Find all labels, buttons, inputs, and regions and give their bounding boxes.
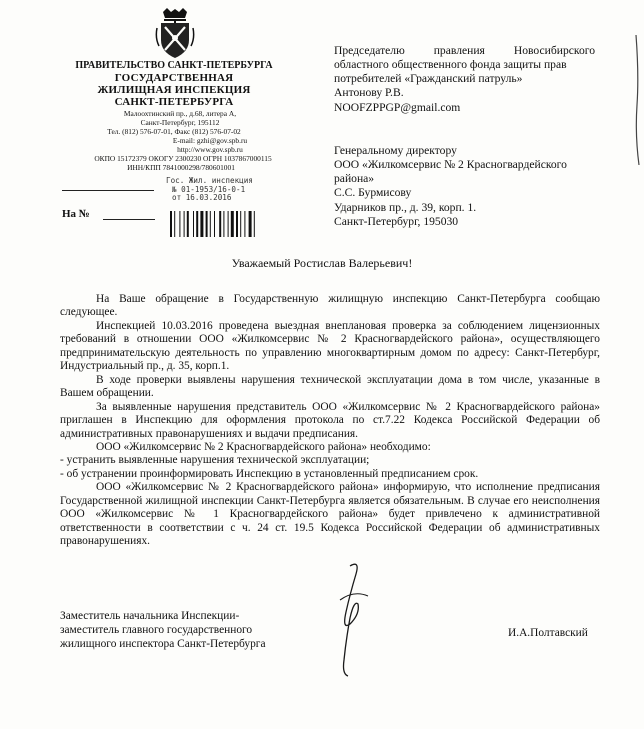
org-name-line2: ЖИЛИЩНАЯ ИНСПЕКЦИЯ [97, 84, 251, 96]
sender-website: http://www.gov.spb.ru [177, 145, 243, 154]
body-paragraph-2: Инспекцией 10.03.2016 проведена выездная внеплановая проверка за соблюдением лицензионных требований в отношении ООО «Жилкомсервис № 2 Красногвардейского района», осуществляющего предпринимательскую деятельность по управлению многоквартирным домом по адресу: Санкт-Петербург, Индустриальный пр., д. 35, корп.1. [60, 319, 600, 373]
body-paragraph-3: В ходе проверки выявлены нарушения технической эксплуатации дома в том числе, указанные в Вашем обращении. [60, 373, 600, 400]
addressee1-line1: Председателю правления Новосибирского [334, 44, 596, 57]
body-list-item-1: - устранить выявленные нарушения технической эксплуатации; [60, 454, 370, 467]
signature-title-line3: жилищного инспектора Санкт-Петербурга [60, 638, 266, 651]
scan-edge-mark [630, 35, 644, 165]
sender-phone: Тел. (812) 576-07-01, Факс (812) 576-07-02 [107, 127, 241, 136]
signature-title-line1: Заместитель начальника Инспекции- [60, 610, 240, 622]
addressee-company [334, 144, 624, 229]
letter-body [60, 293, 600, 549]
addressee2-line2: ООО «Жилкомсервис № 2 Красногвардейского [334, 158, 567, 172]
salutation: Уважаемый Ростислав Валерьевич! [231, 256, 413, 270]
signatory-name: И.А.Полтавский [508, 627, 588, 639]
gov-title: ПРАВИТЕЛЬСТВО САНКТ-ПЕТЕРБУРГА [75, 60, 273, 71]
addressee2-line5: Ударников пр., д. 39, корп. 1. [334, 200, 477, 214]
body-paragraph-1: На Ваше обращение в Государственную жилищную инспекцию Санкт-Петербурга сообщаю следующее. [60, 293, 600, 319]
addressee2-line3: района» [334, 172, 375, 186]
sender-email: E-mail: gzhi@gov.spb.ru [172, 136, 248, 145]
stamp-line1: Гос. Жил. инспекция [166, 176, 253, 185]
addressee1-line4: Антонову Р.В. [334, 86, 404, 100]
barcode-icon [170, 211, 274, 237]
body-paragraph-5: ООО «Жилкомсервис № 2 Красногвардейского района» необходимо: [96, 440, 431, 453]
addressee-fund [334, 44, 624, 115]
sender-codes: ОКПО 15172379 ОКОГУ 2300230 ОГРН 1037867000115 [94, 154, 272, 163]
org-name-line3: САНКТ-ПЕТЕРБУРГА [114, 96, 234, 108]
addressee2-line6: Санкт-Петербург, 195030 [334, 214, 459, 228]
coat-of-arms-icon [155, 8, 195, 60]
signature-title [60, 609, 310, 651]
sender-inn: ИНН/КПП 7841000298/780601001 [127, 163, 235, 172]
signature-title-line2: заместитель главного государственного [60, 624, 253, 637]
sender-address-line2: Санкт-Петербург, 195112 [140, 118, 220, 127]
addressee1-email: NOOFZPPGP@gmail.com [334, 100, 461, 114]
stamp-line2: № 01-1953/16-0-1 [172, 184, 246, 194]
addressee1-line3: потребителей «Гражданский патруль» [334, 72, 523, 86]
addressee2-line4: С.С. Бурмисову [334, 186, 412, 200]
body-paragraph-6: ООО «Жилкомсервис № 2 Красногвардейского района» информирую, что исполнение предписания Государственной жилищной инспекции Санкт-Петербурга является обязательным. В случае его неисполнения ООО «Жилкомсервис № 1 Красногвардейского района» будет привлечено к административной ответственности в соответствии с ч. 24 ст. 19.5 Кодекса Российской Федерации об административных правонарушениях. [60, 481, 600, 548]
addressee2-line1: Генеральному директору [334, 144, 457, 157]
handwritten-signature [320, 560, 390, 680]
number-line [103, 219, 155, 220]
sender-address-line1: Малоохтинский пр., д.68, литера А, [123, 109, 237, 118]
stamp-line3: от 16.03.2016 [172, 193, 232, 203]
date-line [62, 190, 154, 191]
addressee1-line2: областного общественного фонда защиты прав [334, 58, 567, 72]
body-paragraph-4: За выявленные нарушения представитель ООО «Жилкомсервис № 2 Красногвардейского района» приглашен в Инспекцию для оформления протокола по ст.7.22 Кодекса Российской Федерации об административных правонарушениях и выдачи предписания. [60, 400, 600, 440]
org-name-line1: ГОСУДАРСТВЕННАЯ [114, 72, 234, 84]
body-list-item-2: - об устранении проинформировать Инспекцию в установленный предписанием срок. [60, 467, 479, 480]
registration-stamp [166, 177, 286, 239]
number-label: На № [62, 208, 90, 220]
